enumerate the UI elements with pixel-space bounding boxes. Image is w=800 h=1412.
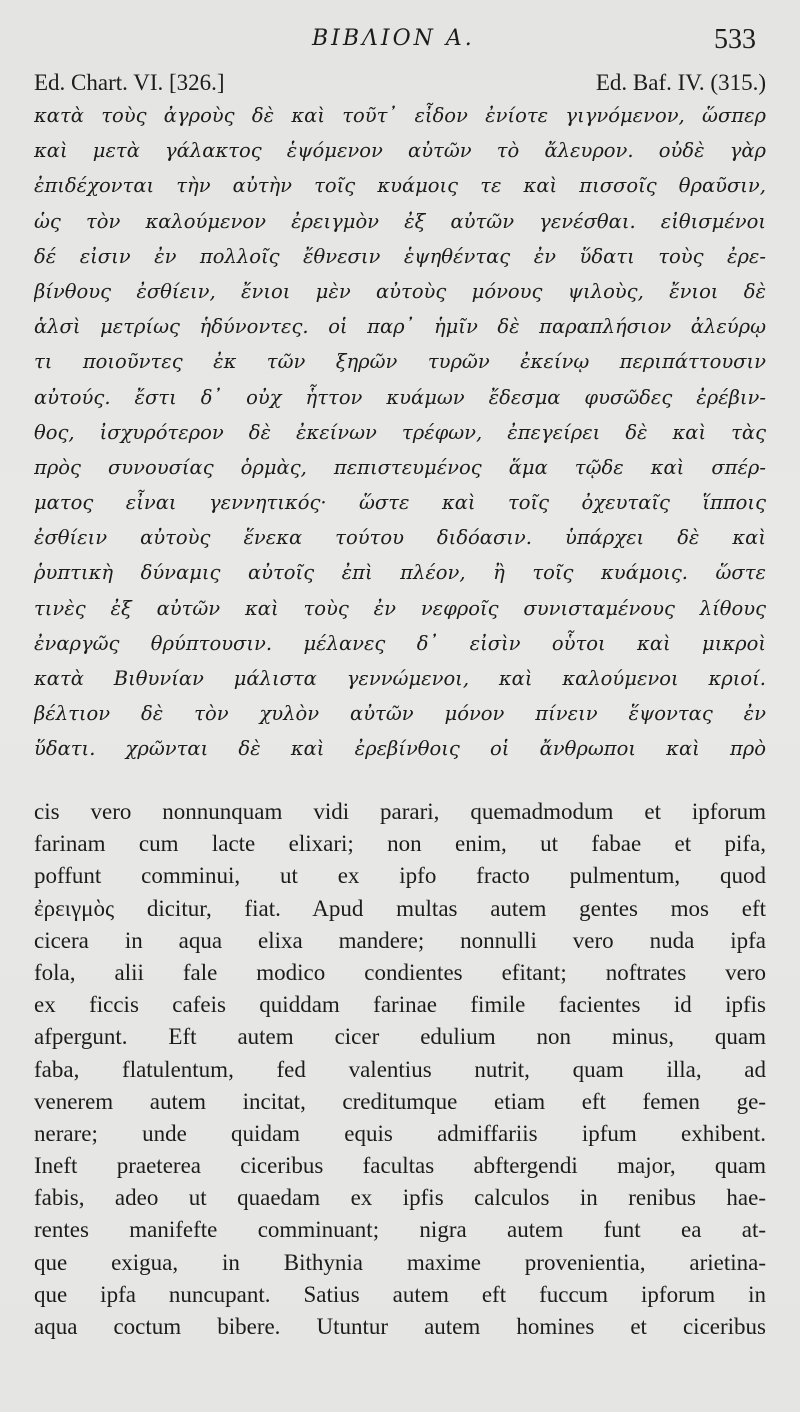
latin-line: poffunt comminui, ut ex ipfo fracto pulmentum, quod [34,863,766,889]
greek-line: ῥυπτικὴ δύναμις αὐτοῖς ἐπὶ πλέον, ἢ τοῖς κυάμοις. ὥστε [34,561,766,585]
latin-line: ex ficcis cafeis quiddam farinae fimile facientes id ipfis [34,992,766,1018]
latin-line: afpergunt. Eft autem cicer edulium non minus, quam [34,1024,766,1050]
running-title: ΒΙΒΛΙΟΝ Α. [312,26,475,51]
greek-line: τι ποιοῦντες ἐκ τῶν ξηρῶν τυρῶν ἐκείνῳ περιπάττουσιν [34,350,766,374]
latin-line: aqua coctum bibere. Utuntur autem homines et ciceribus [34,1314,766,1339]
latin-line: farinam cum lacte elixari; non enim, ut fabae et pifa, [34,831,766,857]
edition-chartier-reference: Ed. Chart. VI. [326.] [34,70,225,95]
greek-line: ἐναργῶς θρύπτουσιν. μέλανες δ᾽ εἰσὶν οὗτοι καὶ μικροὶ [34,631,766,655]
greek-line: κατὰ τοὺς ἀγροὺς δὲ καὶ τοῦτ᾽ εἶδον ἐνίοτε γιγνόμενον, ὥσπερ [34,104,766,127]
greek-line: βίνθους ἐσθίειν, ἔνιοι μὲν αὐτοὺς μόνους ψιλοὺς, ἔνιοι δὲ [34,279,766,303]
latin-line: que exigua, in Bithynia maxime provenientia, arietina- [34,1249,766,1275]
edition-basel-reference: Ed. Baf. IV. (315.) [595,70,766,95]
latin-line: faba, flatulentum, fed valentius nutrit, quam illa, ad [34,1056,766,1082]
latin-line: Ineft praeterea ciceribus facultas abftergendi major, quam [34,1153,766,1179]
greek-line: ματος εἶναι γεννητικός· ὥστε καὶ τοῖς ὀχευταῖς ἵπποις [34,491,766,515]
greek-line: δέ εἰσιν ἐν πολλοῖς ἔθνεσιν ἑψηθέντας ἐν ὕδατι τοὺς ἐρε- [34,244,766,268]
greek-line: ὡς τὸν καλούμενον ἐρειγμὸν ἐξ αὐτῶν γενέσθαι. εἰθισμένοι [34,209,766,233]
latin-line: ἐρειγμὸς dicitur, fiat. Apud multas autem gentes mos eft [34,895,766,921]
latin-line: rentes manifefte comminuant; nigra autem funt ea at- [34,1217,766,1243]
latin-line: fola, alii fale modico condientes efitant; noftrates vero [34,959,766,985]
greek-line: θος, ἰσχυρότερον δὲ ἐκείνων τρέφων, ἐπεγείρει δὲ καὶ τὰς [34,420,766,444]
latin-line: cicera in aqua elixa mandere; nonnulli vero nuda ipfa [34,927,766,953]
greek-line: κατὰ Βιθυνίαν μάλιστα γεννώμενοι, καὶ καλούμενοι κριοί. [34,667,766,690]
greek-line: αὐτούς. ἔστι δ᾽ οὐχ ἧττον κυάμων ἔδεσμα φυσῶδες ἐρέβιν- [34,385,766,409]
latin-line: fabis, adeo ut quaedam ex ipfis calculos in renibus hae- [34,1185,766,1211]
latin-line: cis vero nonnunquam vidi parari, quemadmodum et ipforum [34,799,766,824]
page-number: 533 [714,24,756,55]
greek-line: ἐπιδέχονται τὴν αὐτὴν τοῖς κυάμοις τε καὶ πισσοῖς θραῦσιν, [34,174,766,198]
greek-line: ἐσθίειν αὐτοὺς ἕνεκα τούτου διδόασιν. ὑπάρχει δὲ καὶ [34,526,766,550]
greek-line: βέλτιον δὲ τὸν χυλὸν αὐτῶν μόνον πίνειν ἕψοντας ἐν [34,702,766,726]
greek-line: πρὸς συνουσίας ὁρμὰς, πεπιστευμένος ἅμα τῷδε καὶ σπέρ- [34,455,766,479]
latin-text-block [34,796,766,1343]
greek-line: ὕδατι. χρῶνται δὲ καὶ ἐρεβίνθοις οἱ ἄνθρωποι καὶ πρὸ [34,737,766,761]
greek-line: καὶ μετὰ γάλακτος ἑψόμενον αὐτῶν τὸ ἄλευρον. οὐδὲ γὰρ [34,139,766,163]
latin-line: nerare; unde quidam equis admiffariis ipfum exhibent. [34,1120,766,1146]
latin-line: venerem autem incitat, creditumque etiam eft femen ge- [34,1088,766,1114]
greek-line: τινὲς ἐξ αὐτῶν καὶ τοὺς ἐν νεφροῖς συνισταμένους λίθους [34,596,766,620]
page-header [0,26,800,66]
greek-line: ἁλσὶ μετρίως ἡδύνοντες. οἱ παρ᾽ ἡμῖν δὲ παραπλήσιον ἀλεύρῳ [34,315,766,339]
latin-line: que ipfa nuncupant. Satius autem eft fuccum ipforum in [34,1281,766,1307]
greek-text-block [34,98,766,767]
